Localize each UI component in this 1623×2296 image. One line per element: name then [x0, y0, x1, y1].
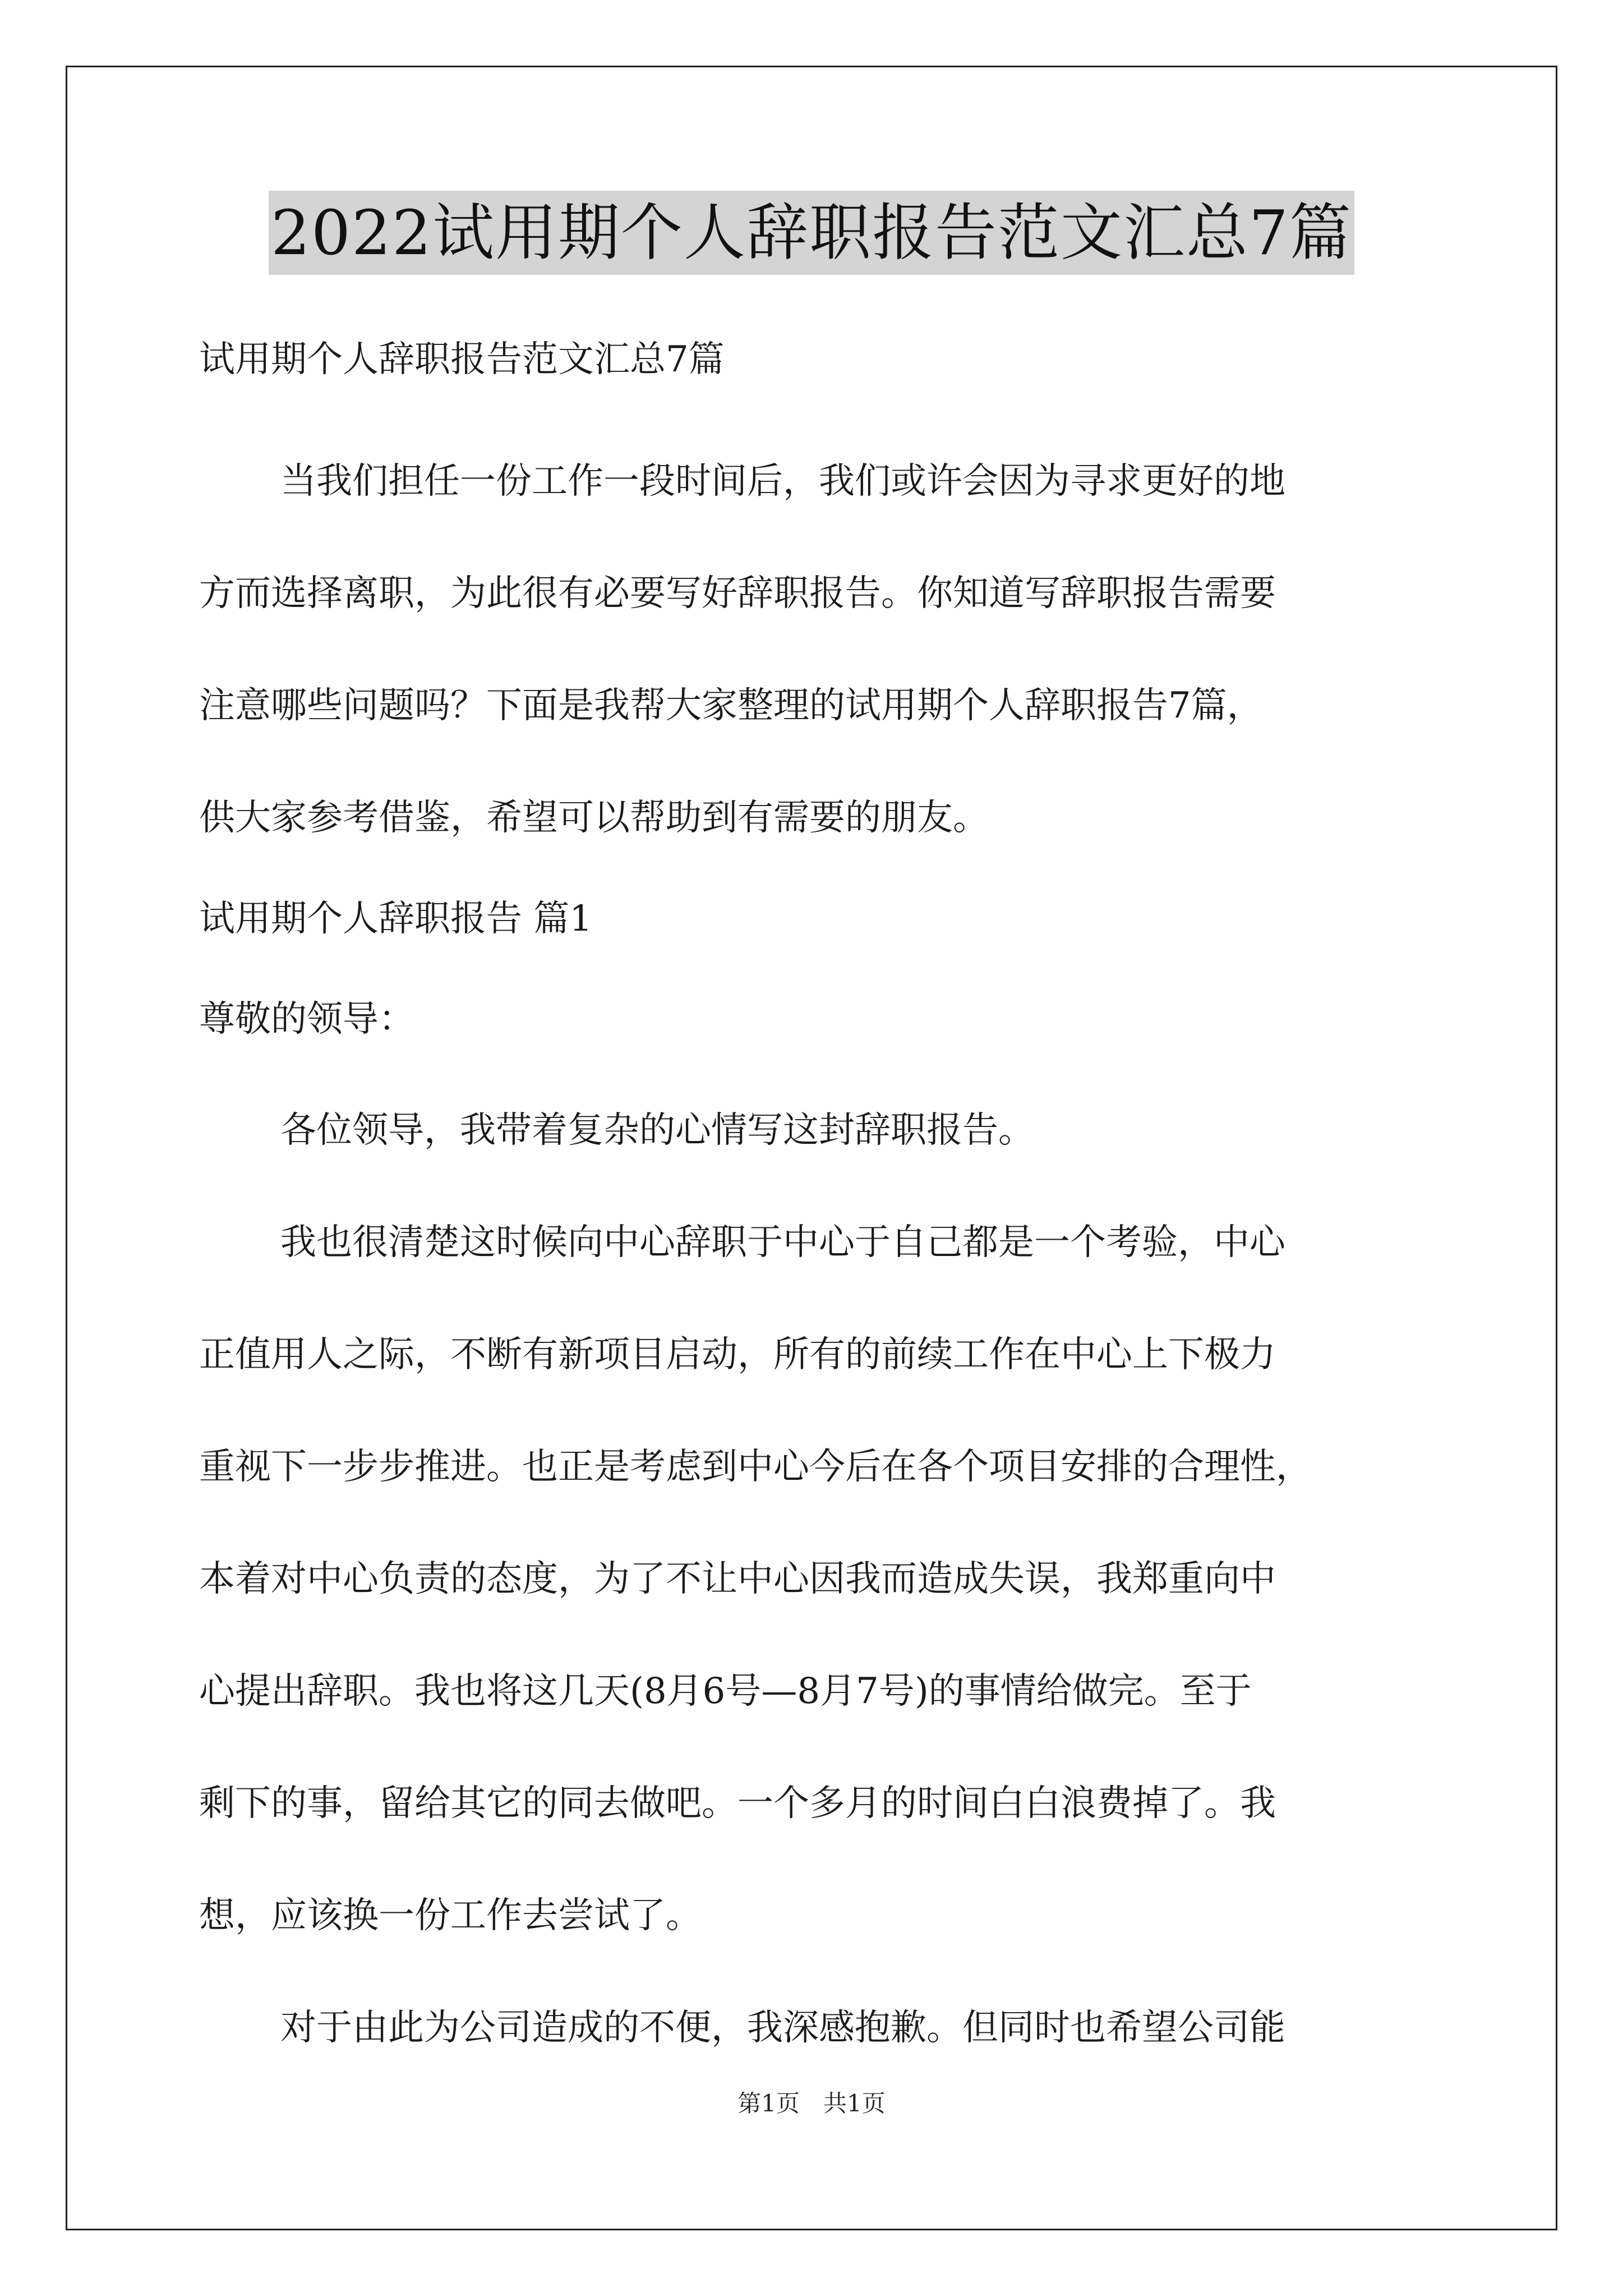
paragraph-line: 重视下一步步推进。也正是考虑到中心今后在各个项目安排的合理性，: [199, 1446, 1312, 1488]
paragraph-line: 当我们担任一份工作一段时间后，我们或许会因为寻求更好的地: [280, 461, 1285, 502]
paragraph-line: 我也很清楚这时候向中心辞职于中心于自己都是一个考验，中心: [280, 1222, 1285, 1263]
subtitle-line: 试用期个人辞职报告范文汇总7篇: [199, 339, 725, 380]
paragraph-line: 对于由此为公司造成的不便，我深感抱歉。但同时也希望公司能: [280, 2007, 1285, 2049]
section-heading: 试用期个人辞职报告 篇1: [199, 898, 593, 940]
title-container: [0, 191, 1623, 275]
paragraph-line: 正值用人之际，不断有新项目启动，所有的前续工作在中心上下极力: [199, 1334, 1276, 1375]
paragraph-line: 本着对中心负责的态度，为了不让中心因我而造成失误，我郑重向中: [199, 1558, 1276, 1600]
paragraph-line: 想，应该换一份工作去尝试了。: [199, 1895, 702, 1936]
paragraph-line: 剩下的事，留给其它的同去做吧。一个多月的时间白白浪费掉了。我: [199, 1783, 1276, 1824]
paragraph-line: 供大家参考借鉴，希望可以帮助到有需要的朋友。: [199, 797, 989, 839]
page-footer: 第1页 共1页: [737, 2090, 886, 2117]
salutation-line: 尊敬的领导：: [199, 999, 414, 1040]
paragraph-line: 注意哪些问题吗？下面是我帮大家整理的试用期个人辞职报告7篇，: [199, 685, 1263, 726]
document-title: 2022试用期个人辞职报告范文汇总7篇: [269, 191, 1354, 275]
paragraph-line: 各位领导，我带着复杂的心情写这封辞职报告。: [280, 1110, 1034, 1151]
paragraph-line: 心提出辞职。我也将这几天(8月6号—8月7号)的事情给做完。至于: [199, 1671, 1252, 1712]
paragraph-line: 方而选择离职，为此很有必要写好辞职报告。你知道写辞职报告需要: [199, 573, 1276, 614]
